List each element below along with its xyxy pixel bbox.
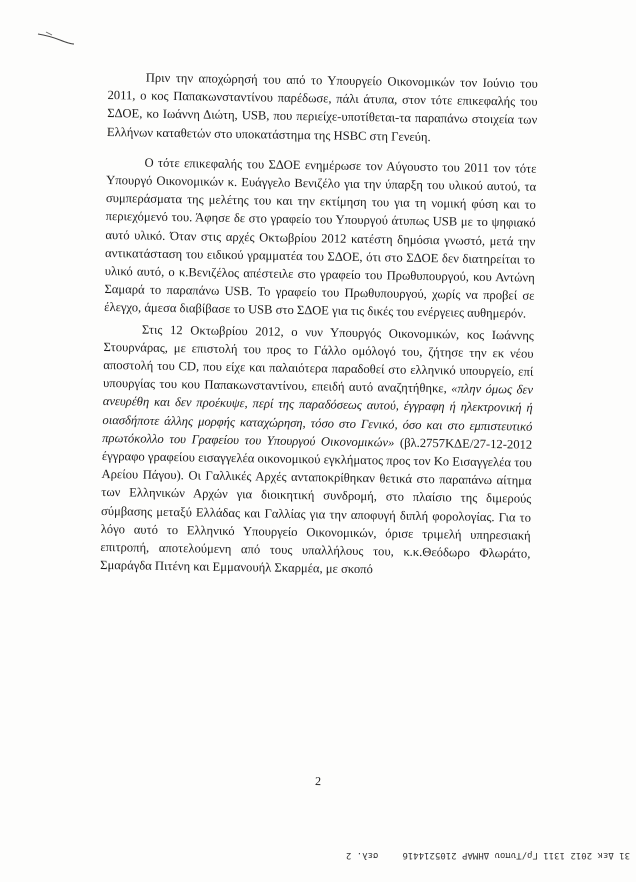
paragraph-3-intro: Στις 12 Οκτωβρίου 2012, ο νυν Υπουργός Οικονομικών, κος Ιωάννης Στουρνάρας, με επιστολή του προς το Γάλλο ομόλογό του, ζήτησε την εκ νέου αποστολή του CD, που είχε και παλαιότερα παραδοθεί στο ελληνικό υπουργείο, επί υπουργίας του κου Παπακωνσταντίνου, επειδή αυτό αναζητήθηκε, <box>102 322 534 396</box>
fax-transmission-footer <box>220 850 630 860</box>
paragraph-3 <box>100 320 534 582</box>
page-number: 2 <box>314 773 322 789</box>
paragraph-2: Ο τότε επικεφαλής του ΣΔΟΕ ενημέρωσε τον Αύγουστο του 2011 τον τότε Υπουργό Οικονομικών κ. Ευάγγελο Βενιζέλο για την ύπαρξη του υλικού αυτού, τα συμπεράσματα της μελέτης του και την εκτίμηση του για τη νομική φύση και το περιεχόμενό του. Άφησε δε στο γραφείο του Υπουργού άτυπως USB με το ψηφιακό αυτό υλικό. Όταν στις αρχές Οκτωβρίου 2012 κατέστη δημόσια γνωστό, μετά την αντικατάσταση του ειδικού γραμματέα του ΣΔΟΕ, ότι στο ΣΔΟΕ δεν διατηρείται το υλικό αυτό, ο κ.Βενιζέλος απέστειλε στο γραφείο του Πρωθυπουργού, κου Αντώνη Σαμαρά το παραπάνω USB. Το γραφείο του Πρωθυπουργού, χωρίς να προβεί σε έλεγχο, άμεσα διαβίβασε το USB στο ΣΔΟΕ για τις δικές του ενέργειες αυθημερόν. <box>104 155 537 322</box>
body-text <box>100 68 538 586</box>
fax-header-text: 31 Δεκ 2012 1311 Γρ/Τυπου ΔΗΜΑΡ 2105214416 <box>402 850 630 860</box>
paragraph-3-quote: «πλην όμως δεν ανευρέθη και δεν προέκυψε, περί της παραδόσεως αυτού, έγγραφη ή ηλεκτρονική ή οιασδήποτε άλλης μορφής καταχώρηση, τόσο στο Γενικό, όσο και στο εμπιστευτικό πρωτόκολλο του Γραφείου του Υπουργού Οικονομικών» <box>102 381 534 450</box>
paragraph-3-rest: (βλ.2757ΚΔΕ/27-12-2012 έγγραφο γραφείου εισαγγελέα οικονομικού εγκλήματος προς τον Κο Εισαγγελέα του Αρείου Πάγου). Οι Γαλλικές Αρχές ανταποκρίθηκαν θετικά στο παραπάνω αίτημα των Ελληνικών Αρχών για διοικητική συνδρομή, στο πλαίσιο της διμερούς σύμβασης μεταξύ Ελλάδας και Γαλλίας για την αποφυγή διπλή φορολογίας. Για το λόγο αυτό το Ελληνικό Υπουργείο Οικονομικών, όρισε τριμελή υπηρεσιακή επιτροπή, αποτελούμενη από τους υπαλλήλους του, κ.κ.Θεόδωρο Φλωράτο, Σμαράγδα Πιτένη και Εμμανουήλ Σκαρμέα, με σκοπό <box>100 435 533 577</box>
fax-page-label: σελ. 2 <box>345 850 379 860</box>
scan-artifact-mark <box>36 30 76 46</box>
paragraph-1: Πριν την αποχώρησή του από το Υπουργείο Οικονομικών τον Ιούνιο του 2011, ο κος Παπακωνσταντίνου παρέδωσε, πάλι άτυπα, στον τότε επικεφαλής του ΣΔΟΕ, κο Ιωάννη Διώτη, USB, που περιείχε-υποτίθεται-τα παραπάνω στοιχεία των Ελλήνων καταθετών στο υποκατάστημα της HSBC στη Γενεύη. <box>106 70 538 144</box>
